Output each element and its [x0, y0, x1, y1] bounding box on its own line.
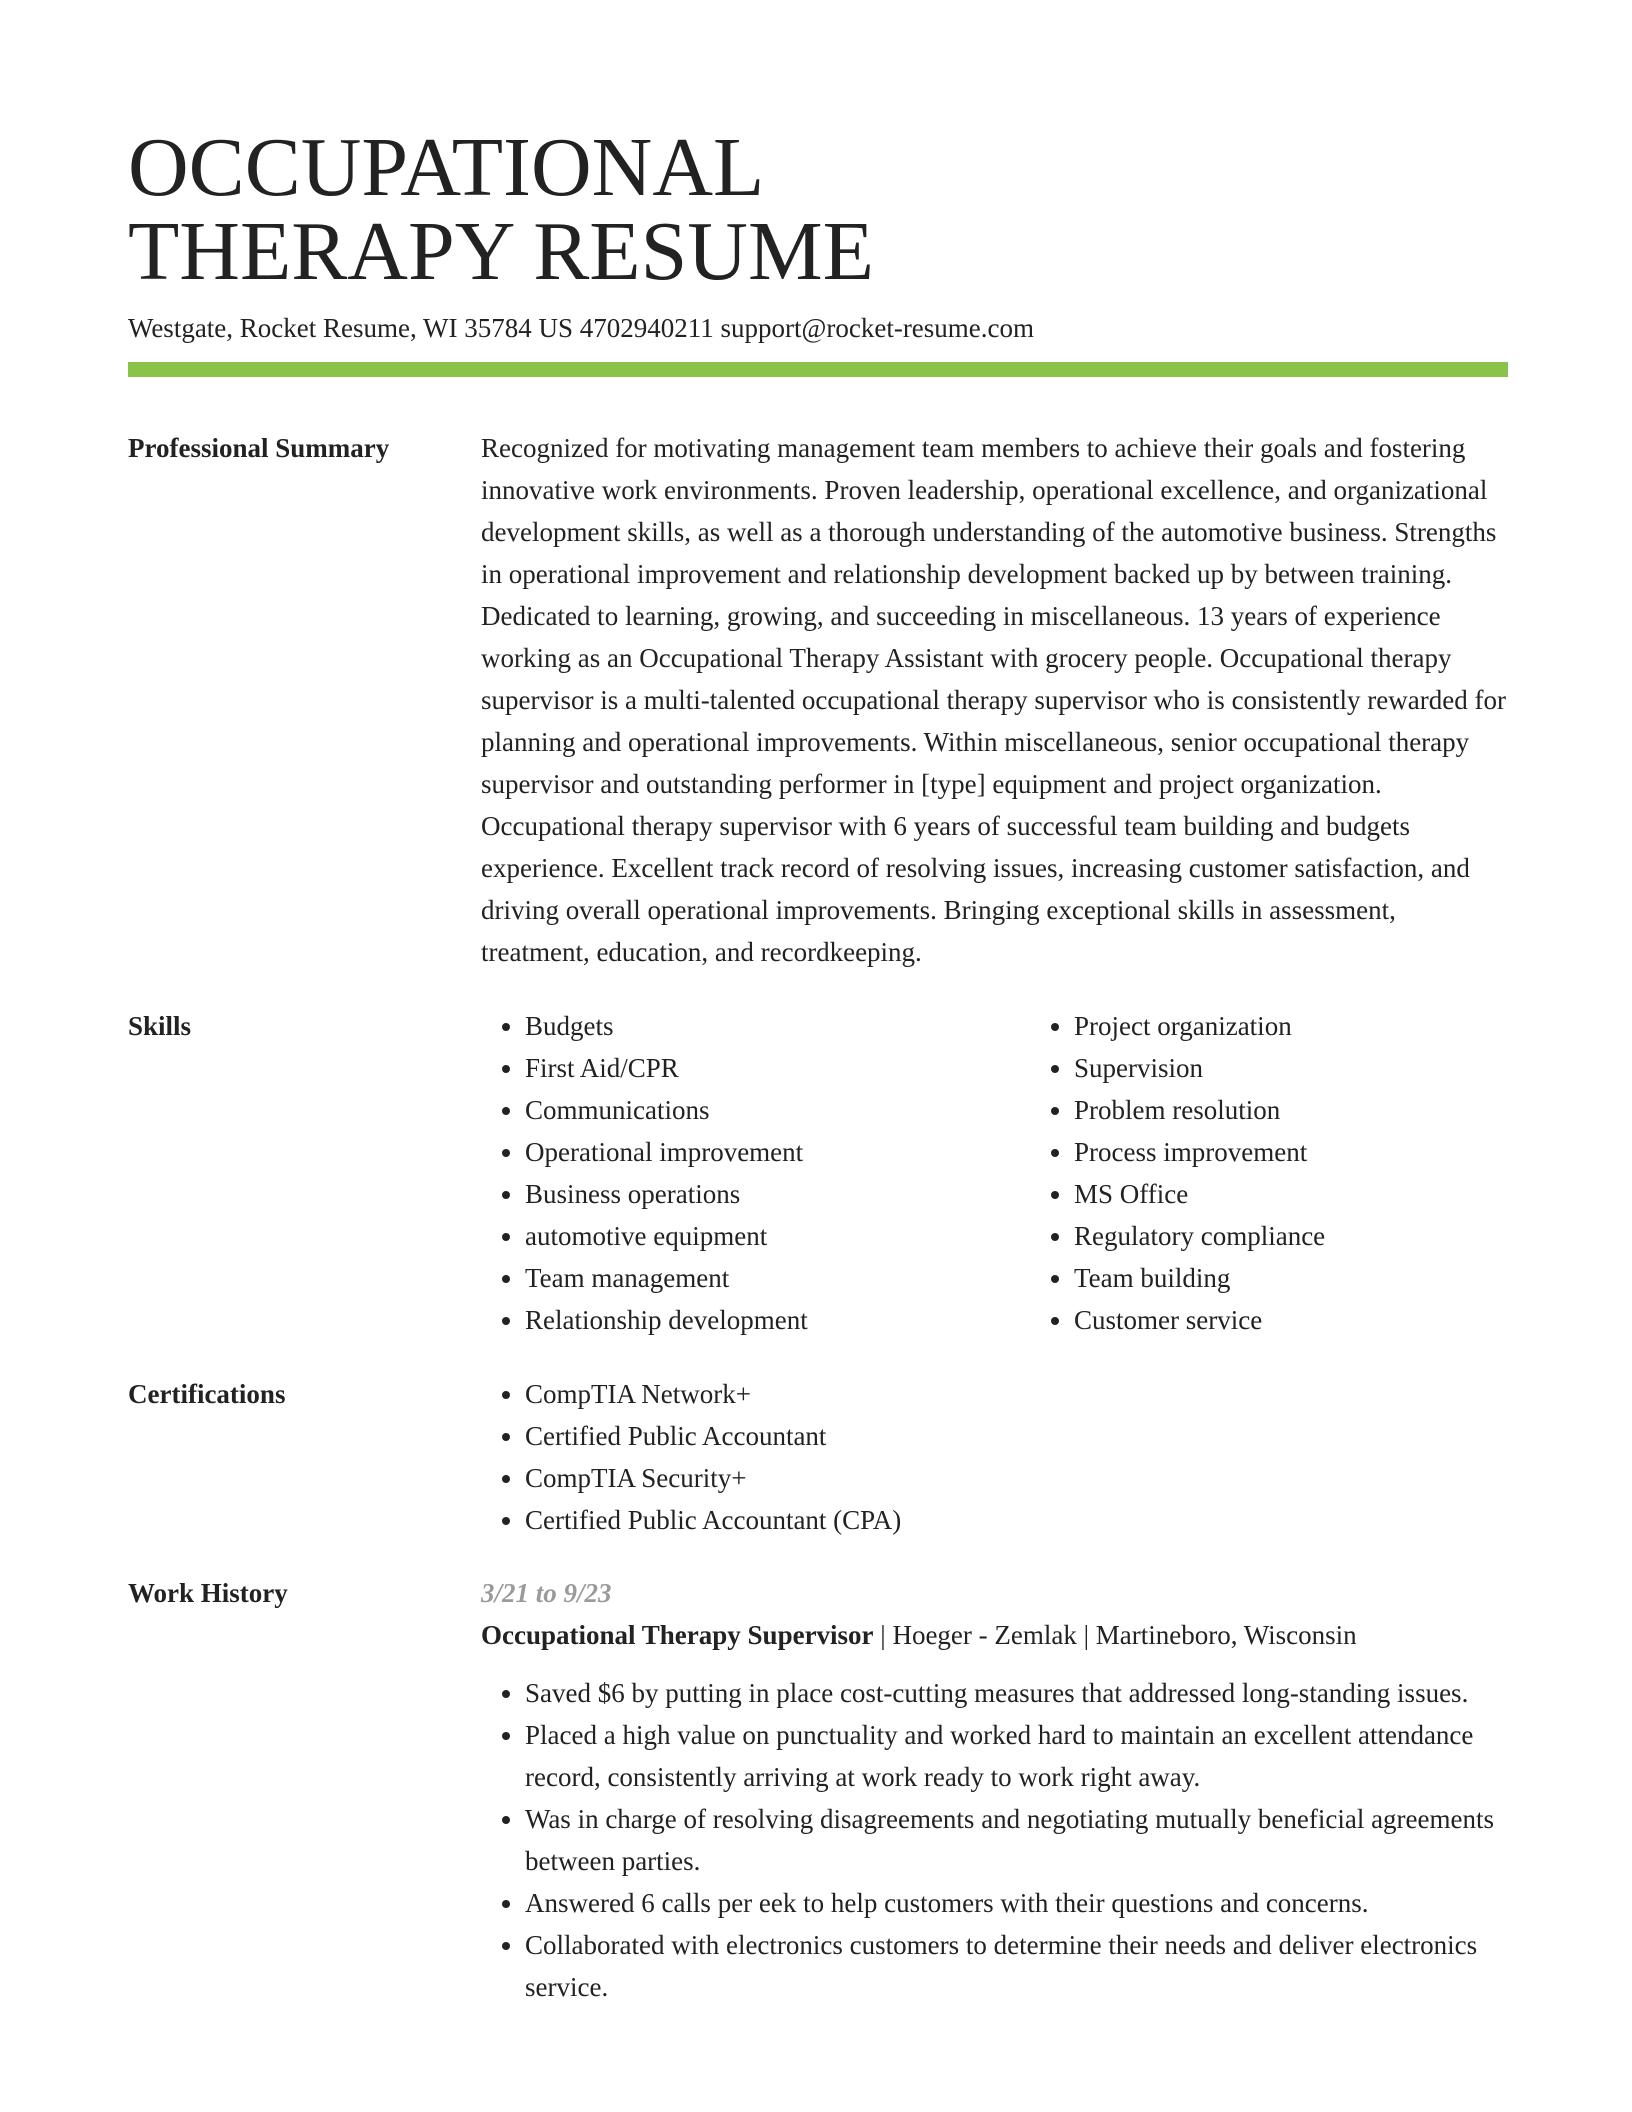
skills-column-2 [1030, 1005, 1579, 1341]
resume-title [128, 121, 1508, 298]
job-title: Occupational Therapy Supervisor [481, 1620, 874, 1650]
certification-item: • Certified Public Accountant [525, 1415, 1508, 1457]
skill-item: • Relationship development [525, 1299, 1030, 1341]
title-line-2: THERAPY RESUME [128, 205, 874, 298]
skill-item: • First Aid/CPR [525, 1047, 1030, 1089]
skills-section [128, 1005, 1508, 1341]
summary-label: Professional Summary [128, 433, 390, 463]
work-history-section [128, 1572, 1508, 2008]
skill-item: • Operational improvement [525, 1131, 1030, 1173]
work-history-body [481, 1572, 1508, 2008]
skill-item: • MS Office [1074, 1173, 1579, 1215]
job-bullet: • Placed a high value on punctuality and worked hard to maintain an excellent attendance record, consistently arriving at work ready to work right away. [525, 1714, 1508, 1798]
accent-divider [128, 362, 1508, 377]
certifications-label: Certifications [128, 1379, 286, 1409]
certifications-list [481, 1373, 1508, 1541]
certification-item: • CompTIA Network+ [525, 1373, 1508, 1415]
job-bullet: • Saved $6 by putting in place cost-cutting measures that addressed long-standing issues. [525, 1672, 1508, 1714]
skill-item: • Team building [1074, 1257, 1579, 1299]
skill-item: • automotive equipment [525, 1215, 1030, 1257]
skill-item: • Customer service [1074, 1299, 1579, 1341]
job-details: | Hoeger - Zemlak | Martineboro, Wisconsin [873, 1620, 1357, 1650]
skills-label: Skills [128, 1011, 192, 1041]
skill-item: • Budgets [525, 1005, 1030, 1047]
job-bullet: • Collaborated with electronics customers to determine their needs and deliver electronics service. [525, 1924, 1508, 2008]
certification-item: • Certified Public Accountant (CPA) [525, 1499, 1508, 1541]
summary-section [128, 427, 1508, 973]
skill-item: • Communications [525, 1089, 1030, 1131]
job-heading [481, 1614, 1508, 1656]
job-dates: 3/21 to 9/23 [481, 1578, 612, 1608]
title-line-1: OCCUPATIONAL [128, 121, 765, 214]
job-bullet: • Answered 6 calls per eek to help customers with their questions and concerns. [525, 1882, 1508, 1924]
skill-item: • Problem resolution [1074, 1089, 1579, 1131]
skill-item: • Project organization [1074, 1005, 1579, 1047]
skills-column-1 [481, 1005, 1030, 1341]
certifications-body [481, 1373, 1508, 1541]
contact-info: Westgate, Rocket Resume, WI 35784 US 4702940211 support@rocket-resume.com [128, 313, 1035, 343]
work-history-label: Work History [128, 1578, 288, 1608]
skill-item: • Regulatory compliance [1074, 1215, 1579, 1257]
job-bullet: • Was in charge of resolving disagreements and negotiating mutually beneficial agreements between parties. [525, 1798, 1508, 1882]
skill-item: • Process improvement [1074, 1131, 1579, 1173]
skills-body [481, 1005, 1579, 1341]
certifications-section [128, 1373, 1508, 1541]
job-entry [481, 1572, 1508, 2008]
job-bullets [481, 1672, 1508, 2008]
skill-item: • Business operations [525, 1173, 1030, 1215]
skill-item: • Supervision [1074, 1047, 1579, 1089]
resume-page [128, 121, 1508, 2008]
skill-item: • Team management [525, 1257, 1030, 1299]
summary-body [481, 427, 1508, 973]
summary-text: Recognized for motivating management team members to achieve their goals and fostering innovative work environments. Proven leadership, operational excellence, and organizational development skills, as well as a thorough understanding of the automotive business. Strengths in operational improvement and relationship development backed up by between training. Dedicated to learning, growing, and succeeding in miscellaneous. 13 years of experience working as an Occupational Therapy Assistant with grocery people. Occupational therapy supervisor is a multi-talented occupational therapy supervisor who is consistently rewarded for planning and operational improvements. Within miscellaneous, senior occupational therapy supervisor and outstanding performer in [type] equipment and project organization. Occupational therapy supervisor with 6 years of successful team building and budgets experience. Excellent track record of resolving issues, increasing customer satisfaction, and driving overall operational improvements. Bringing exceptional skills in assessment, treatment, education, and recordkeeping. [481, 433, 1506, 967]
certification-item: • CompTIA Security+ [525, 1457, 1508, 1499]
